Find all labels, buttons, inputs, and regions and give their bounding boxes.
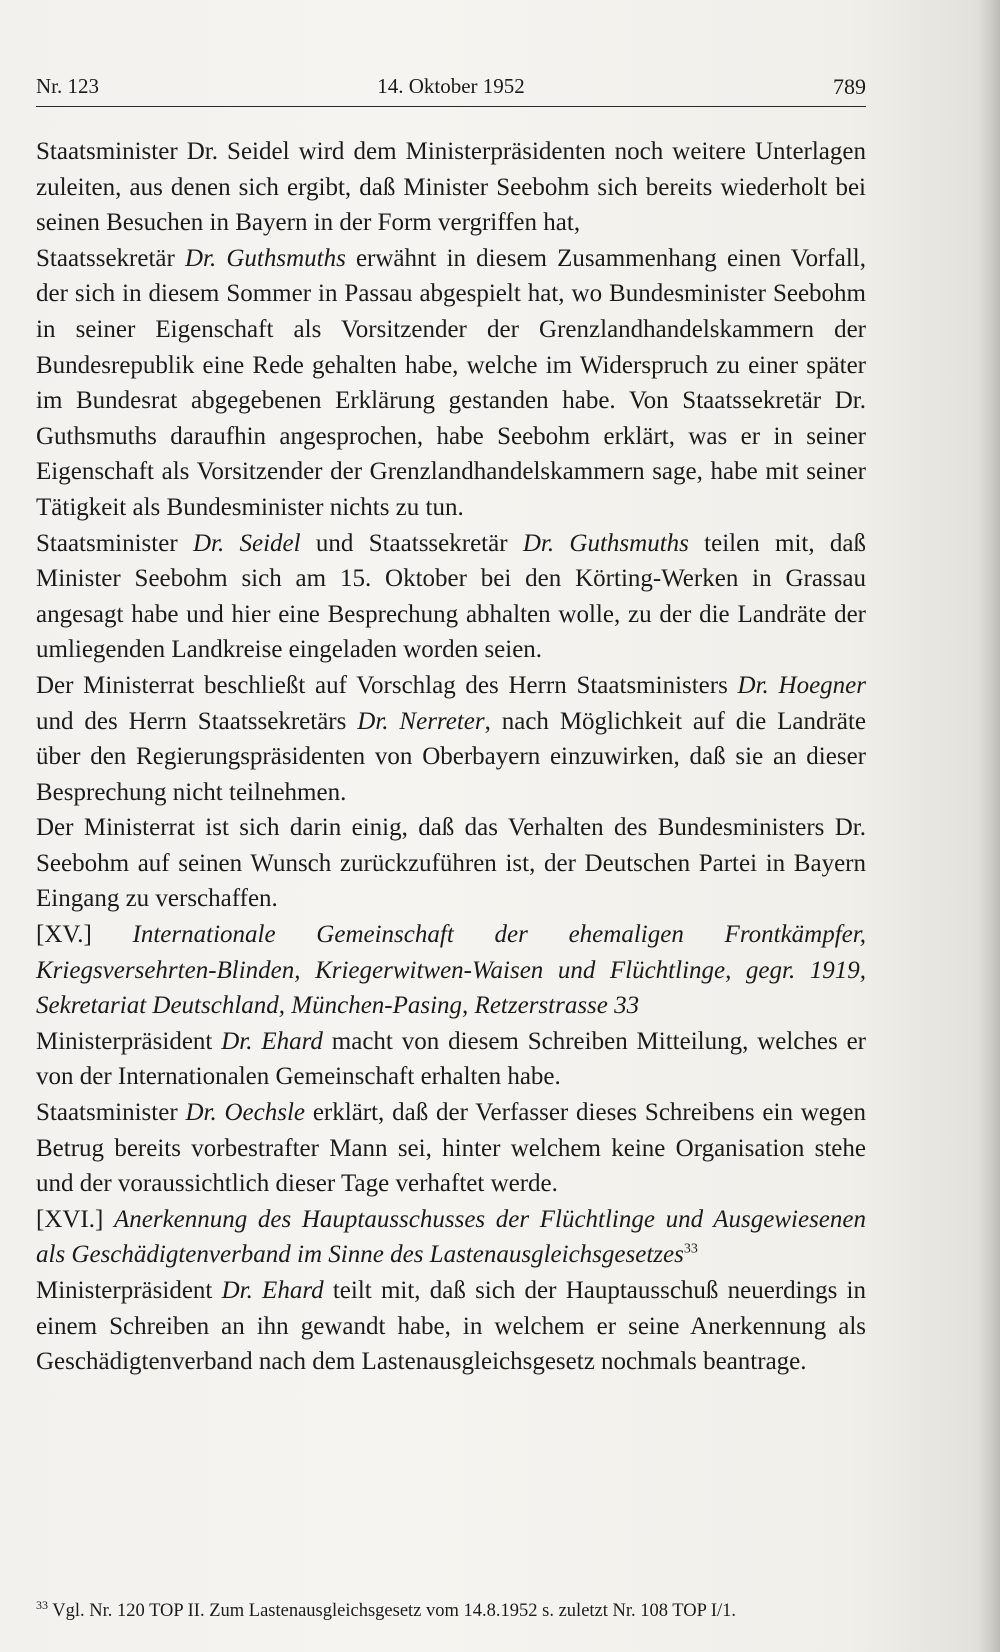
text-run: , nach Möglichkeit auf die Landräte über den Regierungspräsidenten von Oberbayern einzuwirken, daß sie an dieser Besprechung nicht teilnehmen. — [36, 707, 866, 806]
paragraph — [36, 810, 866, 917]
text-run: Staatsminister Dr. Seidel wird dem Ministerpräsidenten noch weitere Unterlagen zuleiten, aus denen sich ergibt, daß Minister Seebohm sich bereits wiederholt bei seinen Besuchen in Bayern in der Form vergriffen hat, — [36, 138, 866, 237]
text-run: Ministerpräsident — [36, 1277, 222, 1304]
text-run: teilen mit, daß Minister Seebohm sich am 15. Oktober bei den Körting-Werken in Grassau angesagt habe und hier eine Besprechung abhalten wolle, zu der die Landräte der umliegenden Landkreise eingeladen worden seien. — [36, 529, 866, 664]
paragraph — [36, 241, 866, 526]
italic-text: Dr. Seidel — [192, 529, 301, 557]
text-run: erklärt, daß der Verfasser dieses Schreibens ein wegen Betrug bereits vorbestrafter Mann sei, hinter welchem keine Organisation stehe und der voraussichtlich dieser Tage verhaftet werde. — [36, 1099, 867, 1198]
footnote-text: Vgl. Nr. 120 TOP II. Zum Lastenausgleichsgesetz vom 14.8.1952 s. zuletzt Nr. 108 TOP I/1. — [52, 1601, 737, 1621]
paragraph — [36, 526, 866, 668]
header-rule — [36, 106, 866, 107]
footnote-reference: 33 — [683, 1242, 698, 1258]
text-run: [XV.] — [36, 921, 133, 949]
text-run: Staatsminister — [36, 1099, 186, 1127]
text-run: Staatsminister — [36, 529, 193, 557]
text-run: Staatssekretär — [36, 244, 185, 272]
footnote — [36, 1598, 866, 1624]
italic-text: Dr. Nerreter — [357, 707, 485, 735]
italic-text: Dr. Hoegner — [737, 671, 866, 699]
text-run: und Staatssekretär — [300, 529, 523, 557]
text-run: Der Ministerrat beschließt auf Vorschlag des Herrn Staatsministers — [36, 671, 738, 699]
header-date: 14. Oktober 1952 — [377, 74, 525, 98]
text-run: und des Herrn Staatssekretärs — [36, 707, 358, 735]
italic-text: Internationale Gemeinschaft der ehemaligen Frontkämpfer, Kriegsversehrten-Blinden, Kriegerwitwen-Waisen und Flüchtlinge, gegr. 1919, Sekretariat Deutschland, München-Pasing, Retzerstrasse 33 — [36, 921, 866, 1020]
text-run: teilt mit, daß sich der Hauptausschuß neuerdings in einem Schreiben an ihn gewandt habe, in welchem er seine Anerkennung als Geschädigtenverband nach dem Lastenausgleichsgesetz nochmals beantrage. — [36, 1277, 867, 1376]
body-text — [36, 134, 866, 1380]
running-head — [36, 64, 866, 104]
text-run: erwähnt in diesem Zusammenhang einen Vorfall, der sich in diesem Sommer in Passau abgespielt hat, wo Bundesminister Seebohm in seiner Eigenschaft als Vorsitzender der Grenzlandhandelskammern der Bundesrepublik eine Rede gehalten habe, welche im Widerspruch zu einer später im Bundesrat abgegebenen Erklärung gestanden habe. Von Staatssekretär Dr. Guthsmuths daraufhin angesprochen, habe Seebohm erklärt, was er in seiner Eigenschaft als Vorsitzender der Grenzlandhandelskammern sage, habe mit seiner Tätigkeit als Bundesminister nichts zu tun. — [36, 244, 866, 521]
text-run: Der Ministerrat ist sich darin einig, daß das Verhalten des Bundesministers Dr. Seebohm auf seinen Wunsch zurückzuführen ist, der Deutschen Partei in Bayern Eingang zu verschaffen. — [36, 814, 866, 913]
paragraph — [36, 1202, 866, 1273]
italic-text: Dr. Guthsmuths — [184, 244, 346, 272]
paragraph — [36, 668, 866, 810]
paragraph — [36, 917, 866, 1024]
paragraph — [36, 1024, 866, 1095]
paragraph — [36, 1095, 866, 1202]
italic-text: Dr. Guthsmuths — [522, 529, 689, 557]
document-number: Nr. 123 — [36, 74, 99, 98]
text-run: Ministerpräsident — [36, 1027, 222, 1055]
text-run: [XVI.] — [36, 1205, 114, 1233]
paragraph — [36, 134, 866, 241]
footnotes — [36, 1598, 866, 1624]
italic-text: Dr. Ehard — [221, 1027, 323, 1055]
italic-text: Dr. Ehard — [221, 1277, 324, 1304]
page-edge-shadow — [978, 0, 1000, 1652]
page-number: 789 — [833, 74, 866, 99]
paragraph — [36, 1273, 866, 1380]
footnote-mark: 33 — [36, 1597, 48, 1612]
italic-text: Dr. Oechsle — [185, 1099, 306, 1127]
italic-text: Anerkennung des Hauptausschusses der Flüchtlinge und Ausgewiesenen als Geschädigtenverband im Sinne des Lastenausgleichsgesetzes — [36, 1205, 866, 1269]
text-run: macht von diesem Schreiben Mitteilung, welches er von der Internationalen Gemeinschaft erhalten habe. — [36, 1027, 867, 1091]
